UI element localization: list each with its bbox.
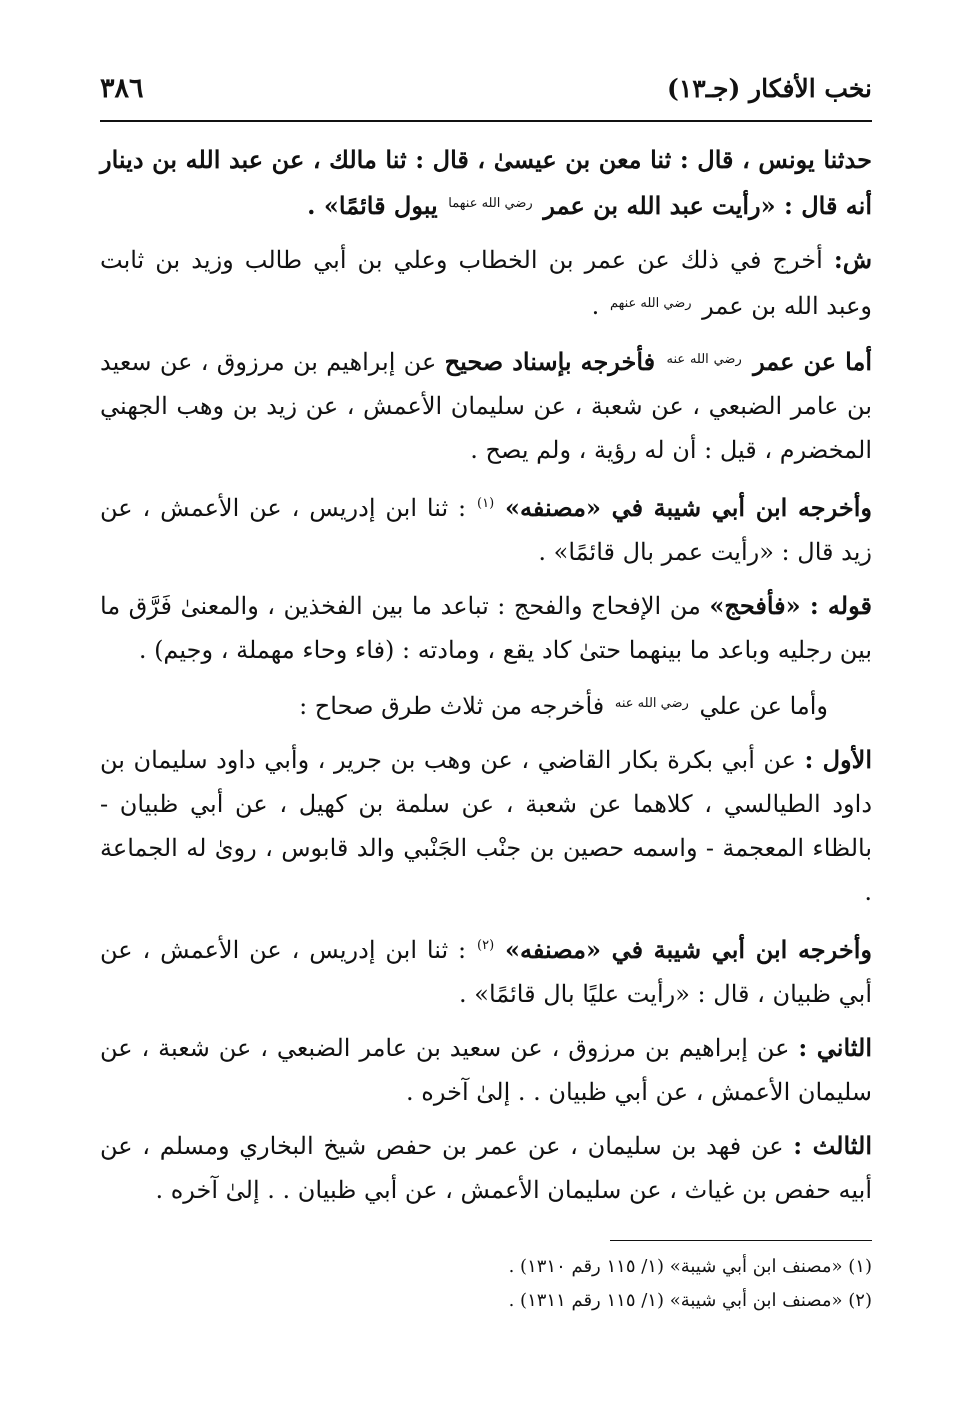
bold-text: وأخرجه ابن أبي شيبة في «مصنفه»	[505, 935, 872, 964]
header-rule	[100, 120, 872, 122]
running-title: نخب الأفكار (جـ١٣)	[666, 73, 872, 103]
text-run: عن أبي بكرة بكار القاضي ، عن وهب بن جرير ، وأبي داود سليمان بن داود الطيالسي ، كلاهما عن شعبة ، عن سلمة بن كهيل ، عن أبي ظبيان - بالظاء المعجمة - واسمه حصين بن جنْب الجَنْبي والد قابوس ، روىٰ له الجماعة .	[100, 746, 872, 906]
text-run: فأخرجه من ثلاث طرق صحاح :	[299, 692, 605, 720]
bold-text: قوله : «فأفحج»	[709, 591, 872, 620]
bold-text: الأول :	[804, 745, 872, 774]
text-run: .	[591, 292, 600, 320]
paragraph	[100, 338, 872, 472]
bold-text: وأخرجه ابن أبي شيبة في «مصنفه»	[505, 493, 872, 522]
text-run: وأما عن علي	[699, 692, 828, 720]
footnote-ref: (٢)	[477, 938, 495, 953]
paragraph	[100, 738, 872, 914]
text-run: عن إبراهيم بن مرزوق ، عن سعيد بن عامر الضبعي ، عن شعبة ، عن سليمان الأعمش ، عن أبي ظبيان . . إلىٰ آخره .	[100, 1034, 872, 1106]
footnote: (٢) «مصنف ابن أبي شيبة» (١/ ١١٥ رقم ١٣١١) .	[508, 1290, 872, 1311]
paragraph	[100, 138, 872, 228]
paragraph	[100, 1026, 872, 1114]
bold-text: حدثنا يونس ، قال : ثنا معن بن عيسىٰ ، قال : ثنا مالك ، عن عبد الله بن دينار أنه قال : «رأيت عبد الله بن عمر	[100, 145, 872, 220]
footnote-ref: (١)	[477, 496, 495, 511]
honorific-glyph: رضي الله عنه	[666, 352, 742, 367]
bold-text: يبول قائمًا» .	[307, 191, 438, 220]
honorific-glyph: رضي الله عنهم	[609, 296, 692, 311]
bold-text: أما عن عمر	[753, 347, 872, 376]
bold-text: ش:	[833, 245, 872, 274]
text-run: أخرج في ذلك عن عمر بن الخطاب وعلي بن أبي طالب وزيد بن ثابت وعبد الله بن عمر	[100, 246, 872, 320]
footnote: (١) «مصنف ابن أبي شيبة» (١/ ١١٥ رقم ١٣١٠) .	[508, 1256, 872, 1277]
text-run: : ثنا ابن إدريس ، عن الأعمش ، عن زيد قال : «رأيت عمر بال قائمًا» .	[100, 494, 872, 566]
paragraph	[100, 482, 872, 574]
paragraph	[100, 924, 872, 1016]
bold-text: الثاني :	[798, 1033, 872, 1062]
paragraph	[100, 682, 872, 728]
bold-text: فأخرجه بإسناد صحيح	[444, 347, 656, 376]
paragraph	[100, 584, 872, 672]
page-number: ٣٨٦	[100, 72, 144, 104]
honorific-glyph: رضي الله عنهما	[448, 196, 533, 211]
footnote-rule	[610, 1240, 872, 1241]
bold-text: الثالث :	[793, 1131, 872, 1160]
text-run: عن فهد بن سليمان ، عن عمر بن حفص شيخ البخاري ومسلم ، عن أبيه حفص بن غياث ، عن سليمان الأعمش ، عن أبي ظبيان . . إلىٰ آخره .	[100, 1132, 872, 1204]
paragraph	[100, 1124, 872, 1212]
page-header	[100, 70, 872, 106]
paragraph	[100, 238, 872, 328]
text-run: : ثنا ابن إدريس ، عن الأعمش ، عن أبي ظبيان ، قال : «رأيت عليًا بال قائمًا» .	[100, 936, 872, 1008]
text-run: عن إبراهيم بن مرزوق ، عن سعيد بن عامر الضبعي ، عن شعبة ، عن سليمان الأعمش ، عن زيد بن وهب الجهني المخضرم ، قيل : أن له رؤية ، ولم يصح .	[100, 348, 873, 464]
footnotes	[100, 1250, 872, 1318]
main-text	[100, 138, 872, 1222]
honorific-glyph: رضي الله عنه	[614, 696, 689, 711]
text-run: من الإفحاج والفحج : تباعد ما بين الفخذين ، والمعنىٰ فَرَّق ما بين رجليه وباعد ما بينهما حتىٰ كاد يقع ، ومادته : (فاء وحاء مهملة ، وجيم) .	[100, 592, 872, 664]
